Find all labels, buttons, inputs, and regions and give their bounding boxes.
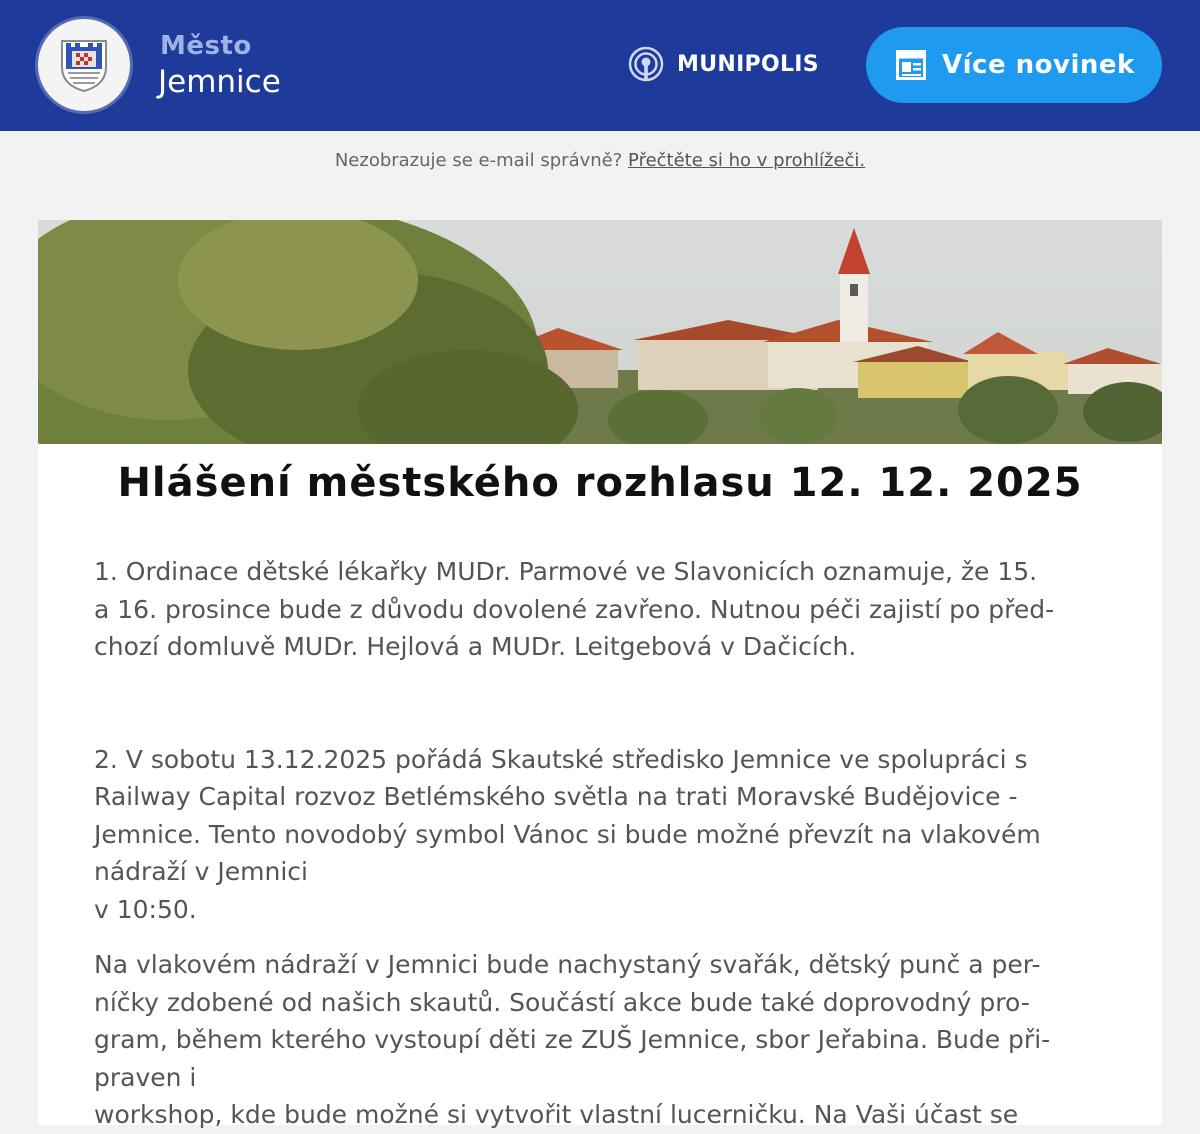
more-news-button[interactable]: [866, 27, 1162, 103]
article-card: [38, 220, 1162, 1129]
paragraph-2: 2. V sobotu 13.12.2025 pořádá Skautské středisko Jemnice ve spolupráci s Railway Capital rozvoz Betlémského světla na trati Moravské Budějovice - Jemnice. Tento novodobý symbol Vánoc si bude možné převzít na vlakovém nádraží v Jemnici v 10:50.: [94, 744, 1041, 924]
brand-city-label: Město: [160, 31, 252, 61]
paragraph-1: 1. Ordinace dětské lékařky MUDr. Parmové ve Slavonicích oznamuje, že 15. a 16. prosince bude z důvodu dovolené zavřeno. Nutnou péči zajistí po před- chozí domluvě MUDr. Hejlová a MUDr. Leitgebová v Dačicích.: [94, 557, 1055, 661]
article-title: Hlášení městského rozhlasu 12. 12. 2025: [117, 460, 1083, 506]
preheader-text: Nezobrazuje se e-mail správně?: [334, 150, 623, 171]
email-header: [0, 0, 1200, 131]
more-news-label: Více novinek: [942, 50, 1135, 80]
munipolis-label: MUNIPOLIS: [677, 51, 819, 77]
brand-city-name: Jemnice: [158, 64, 281, 100]
view-in-browser-link[interactable]: Přečtěte si ho v prohlížeči.: [628, 150, 866, 171]
hero-image: [38, 220, 1162, 444]
preheader: [0, 150, 1200, 171]
town-crest-icon: [58, 37, 110, 93]
munipolis-broadcast-icon: [627, 45, 665, 83]
paragraph-3: Na vlakovém nádraží v Jemnici bude nachystaný svařák, dětský punč a per- níčky zdobené od našich skautů. Součástí akce bude také doprovodný pro- gram, během kterého vystoupí děti ze ZUŠ Jemnice, sbor Jeřabina. Bude při- praven i workshop, kde bude možné si vytvořit vlastní lucerničku. Na Vaši účast se: [94, 950, 1051, 1129]
town-logo[interactable]: [38, 19, 130, 111]
newspaper-icon: [896, 50, 926, 80]
article-body: [94, 553, 1110, 1134]
munipolis-logo[interactable]: [627, 44, 819, 84]
